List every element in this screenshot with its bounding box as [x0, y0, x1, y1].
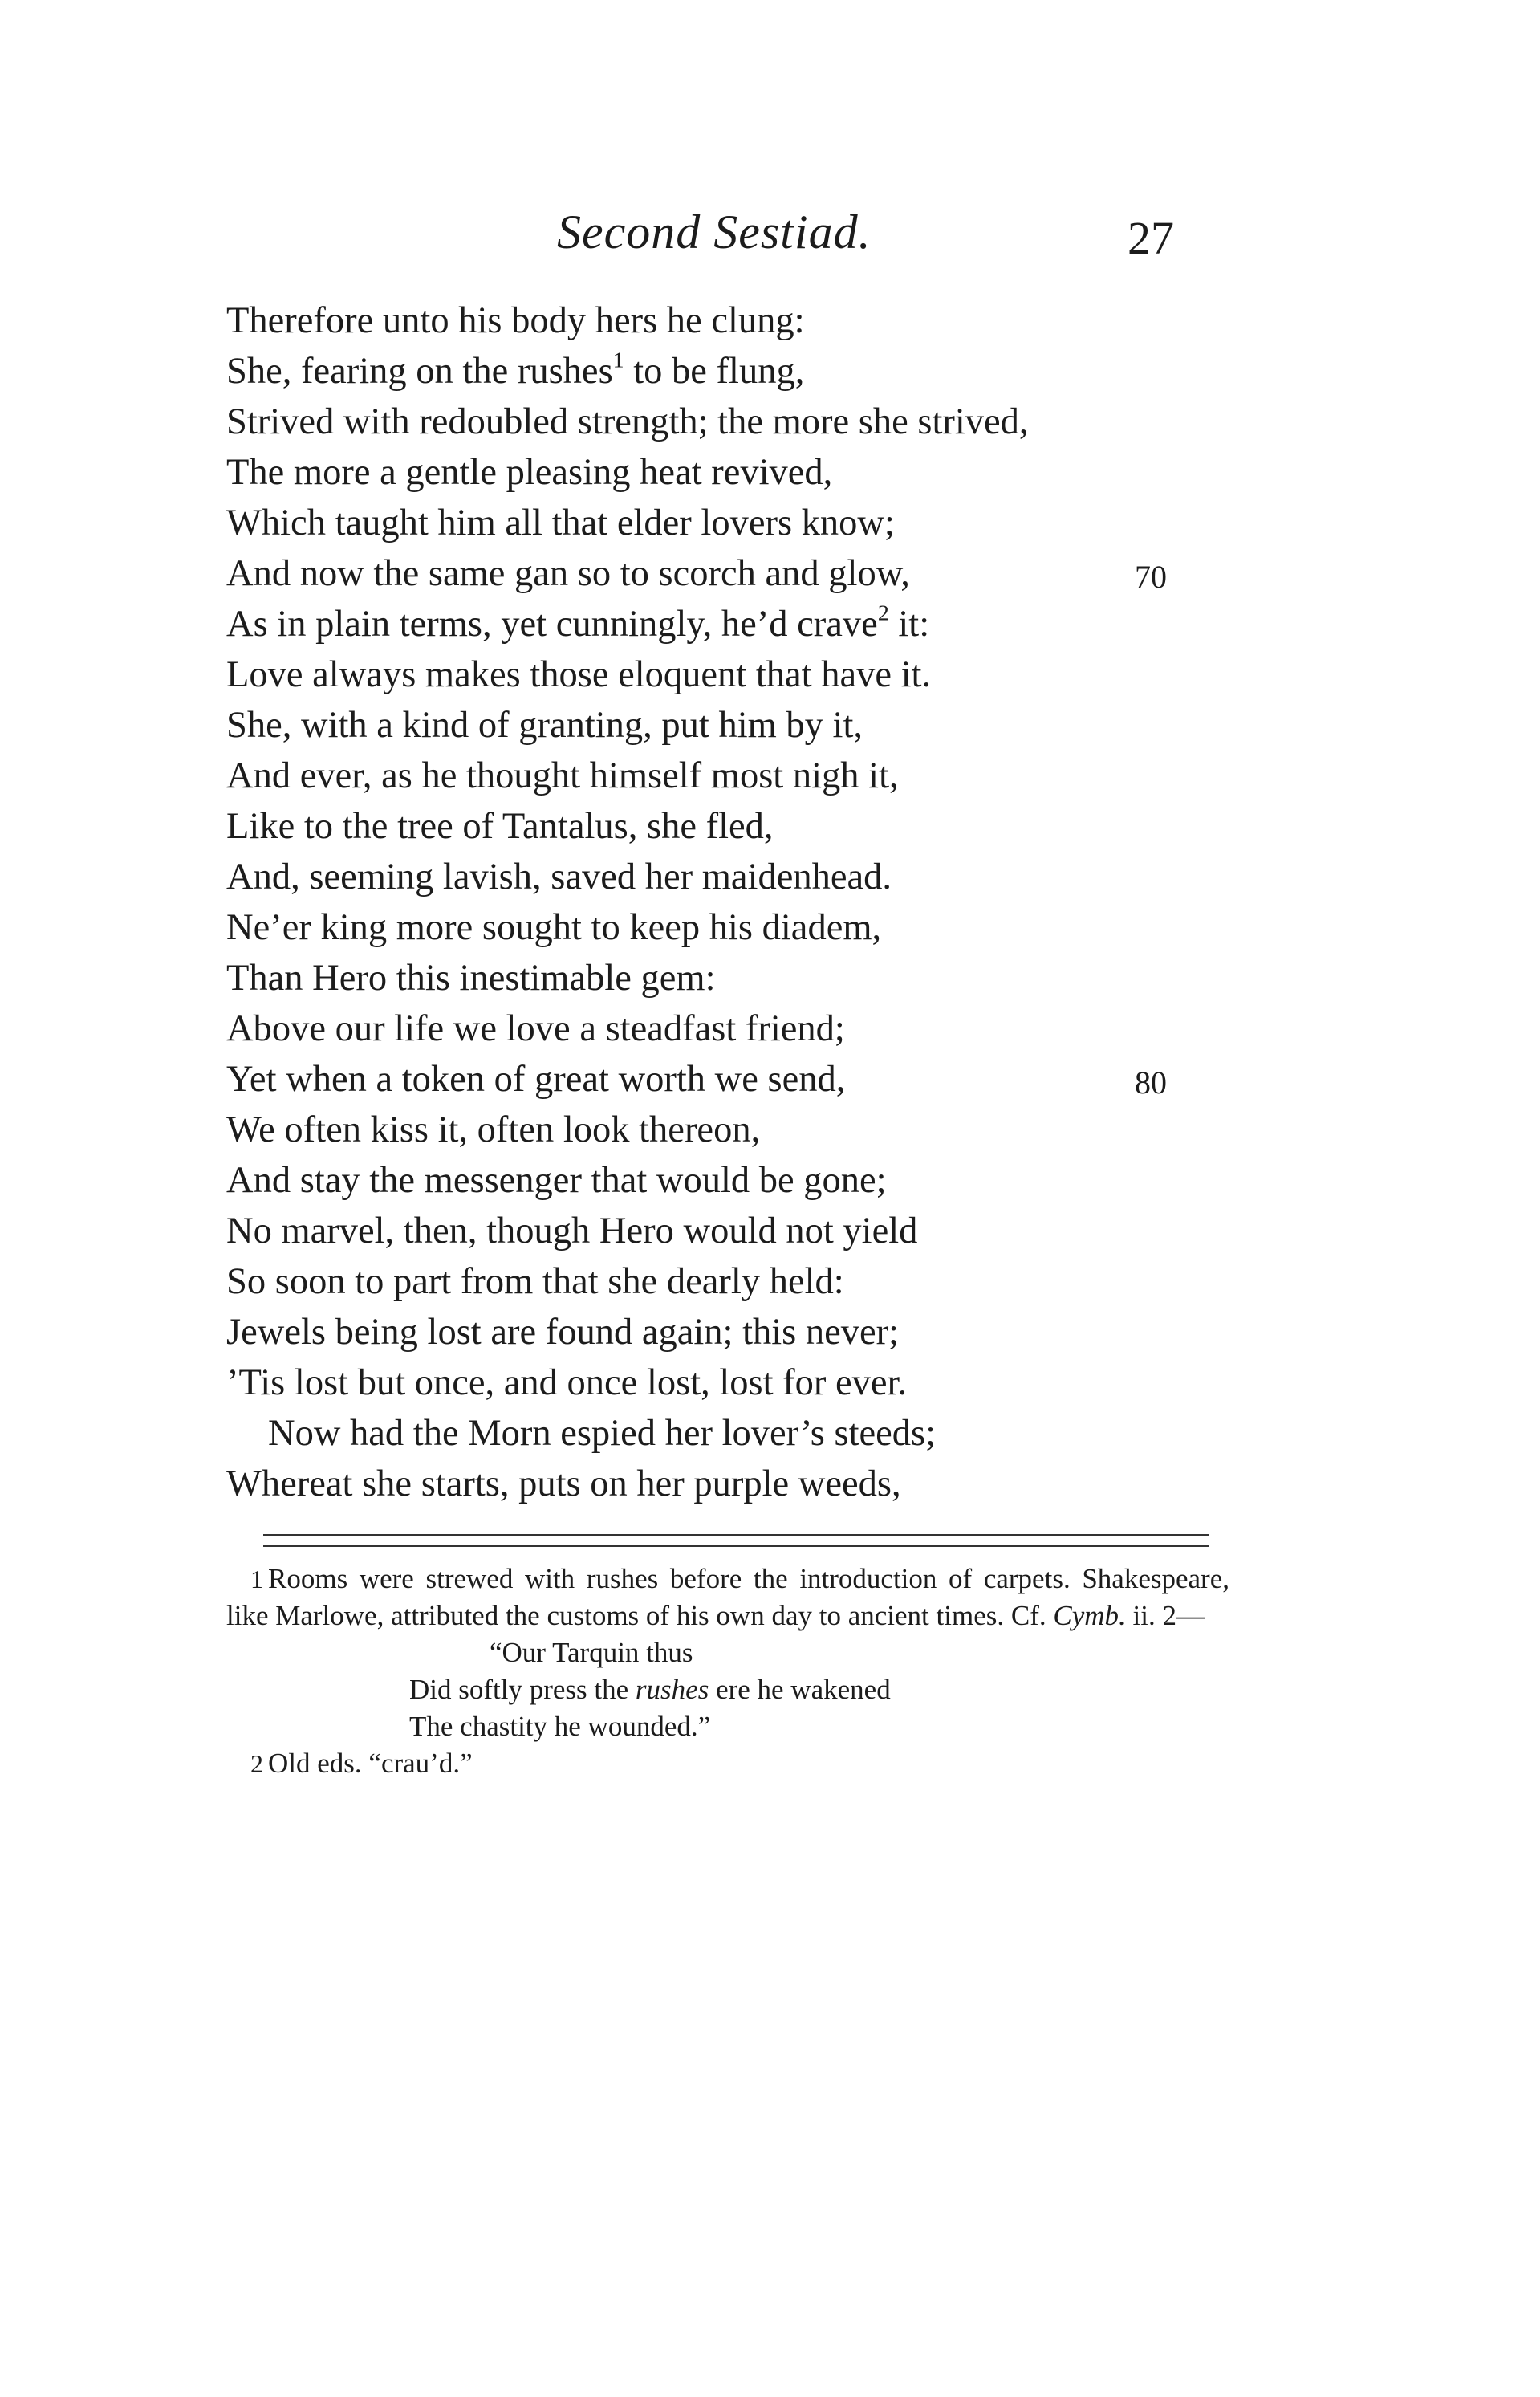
- poem-line-text: Now had the Morn espied her lover’s steeds;: [268, 1413, 937, 1454]
- poem-line-text: Which taught him all that elder lovers know;: [226, 503, 895, 543]
- poem-line-text-post: it:: [888, 604, 930, 645]
- poem-body: [226, 295, 1254, 1509]
- footnote-2-text: Old eds. “crau’d.”: [268, 1748, 473, 1779]
- poem-line: [226, 1256, 1254, 1307]
- poem-line: [226, 1105, 1254, 1155]
- poem-line: [226, 548, 1254, 599]
- poem-line: [226, 1003, 1254, 1054]
- poem-line-text: Above our life we love a steadfast friend;: [226, 1008, 845, 1049]
- quotation-line-3: The chastity he wounded.”: [409, 1711, 711, 1742]
- poem-line-text: Ne’er king more sought to keep his diadem,: [226, 907, 882, 948]
- poem-line-text: Strived with redoubled strength; the more she strived,: [226, 401, 1029, 442]
- poem-line-text: [226, 348, 805, 392]
- poem-line-text: And now the same gan so to scorch and glow,: [226, 553, 910, 594]
- poem-line-text: Therefore unto his body hers he clung:: [226, 300, 805, 341]
- poem-line: [226, 751, 1254, 801]
- footnote-1-text-b: ii. 2—: [1125, 1600, 1205, 1631]
- footnote-1-mark: 1: [250, 1565, 263, 1593]
- footnote-rule-lower: [263, 1545, 1209, 1547]
- footnote-reference: 2: [877, 600, 889, 626]
- poem-line: [226, 1459, 1254, 1509]
- poem-line-text: No marvel, then, though Hero would not yield: [226, 1211, 918, 1251]
- poem-line-text: [226, 600, 930, 645]
- poem-line: [226, 700, 1254, 751]
- poem-line-text-pre: As in plain terms, yet cunningly, he’d crave: [226, 604, 878, 645]
- poem-line-text-pre: She, fearing on the rushes: [226, 351, 613, 392]
- poem-line: [226, 1408, 1254, 1459]
- quotation-italic-rushes: rushes: [635, 1674, 709, 1705]
- page-header: [0, 205, 1540, 269]
- poem-line: [226, 447, 1254, 498]
- poem-line: [226, 498, 1254, 548]
- poem-line-text: Than Hero this inestimable gem:: [226, 958, 716, 999]
- line-number: 70: [1135, 559, 1167, 595]
- poem-line-text: And stay the messenger that would be gone;: [226, 1160, 887, 1201]
- footnotes: [226, 1561, 1229, 1782]
- poem-line: [226, 1307, 1254, 1357]
- poem-line: [226, 852, 1254, 902]
- poem-line: [226, 295, 1254, 346]
- quotation-line-2: [409, 1671, 1229, 1708]
- poem-line-text: Jewels being lost are found again; this never;: [226, 1312, 900, 1353]
- poem-line-text: ’Tis lost but once, and once lost, lost for ever.: [226, 1362, 908, 1403]
- footnote-1: [226, 1561, 1229, 1634]
- poem-line-text: She, with a kind of granting, put him by it,: [226, 705, 863, 746]
- poem-line: [226, 1206, 1254, 1256]
- page-number: 27: [1128, 212, 1174, 264]
- poem-line: [226, 801, 1254, 852]
- poem-line-text: Love always makes those eloquent that have it.: [226, 654, 932, 695]
- poem-line: [226, 397, 1254, 447]
- footnote-1-quotation: [226, 1634, 1229, 1745]
- poem-line: [226, 953, 1254, 1003]
- poem-line-text: Like to the tree of Tantalus, she fled,: [226, 806, 774, 847]
- poem-line-text: And, seeming lavish, saved her maidenhead.: [226, 857, 892, 897]
- poem-line: [226, 902, 1254, 953]
- poem-line-text: So soon to part from that she dearly held:: [226, 1261, 844, 1302]
- poem-line: [226, 1357, 1254, 1408]
- running-title: Second Sestiad.: [557, 206, 872, 258]
- line-number: 80: [1135, 1064, 1167, 1101]
- poem-line-text-post: to be flung,: [624, 351, 805, 392]
- poem-line-text: Whereat she starts, puts on her purple weeds,: [226, 1463, 901, 1504]
- poem-line: [226, 346, 1254, 397]
- footnote-1-citation: Cymb.: [1053, 1600, 1126, 1631]
- quotation-line-1: “Our Tarquin thus: [490, 1637, 693, 1668]
- footnote-2-mark: 2: [250, 1749, 263, 1778]
- quotation-line-2b: ere he wakened: [709, 1674, 891, 1705]
- footnote-reference: 1: [612, 348, 624, 373]
- poem-line-text: We often kiss it, often look thereon,: [226, 1109, 761, 1150]
- footnote-2: [226, 1745, 1229, 1782]
- poem-line-text: And ever, as he thought himself most nigh it,: [226, 755, 899, 796]
- footnote-1-text-a: Rooms were strewed with rushes before the introduction of carpets. Shakespeare, like Marlowe, attributed the customs of his own day to ancient times. Cf.: [226, 1563, 1229, 1631]
- poem-line: [226, 1155, 1254, 1206]
- poem-line-text: Yet when a token of great worth we send,: [226, 1059, 846, 1100]
- poem-line: [226, 649, 1254, 700]
- poem-line: [226, 1054, 1254, 1105]
- poem-line-text: The more a gentle pleasing heat revived,: [226, 452, 833, 493]
- quotation-line-2a: Did softly press the: [409, 1674, 636, 1705]
- poem-line: [226, 599, 1254, 649]
- footnote-rule-upper: [263, 1534, 1209, 1536]
